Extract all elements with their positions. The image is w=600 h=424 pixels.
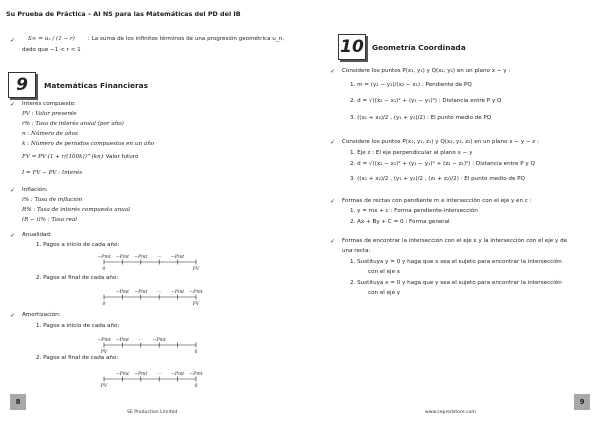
intersections-item-cont: con el eje y [368, 290, 401, 296]
intersections-intro: Formas de encontrar la intersección con el eje x y la intersección con el eje y de [342, 238, 568, 244]
intersections-item: 2. Sustituya x = 0 y haga que y sea el sujeto para encontrar la intersección [350, 280, 562, 286]
annuity-title: Anualidad: [22, 232, 52, 238]
points3d-intro: Considere los puntos P(x₁, y₁, z₁) y Q(x₂, y₂, z₂) en un plano x − y − z : [342, 139, 539, 145]
timeline-label: 0 [194, 350, 198, 355]
timeline-label: −Pmt [97, 338, 111, 343]
points3d-item: 3. ((x₁ + x₂)/2 , (y₁ + y₂)/2 , (z₁ + z₂)/2) : El punto medio de PQ [350, 176, 525, 182]
points2d-item: 2. d = √((x₂ − x₁)² + (y₂ − y₁)²) : Distancia entre P y Q [350, 98, 502, 104]
interest-formula: I = FV − PV : Interés [22, 170, 83, 176]
intersections-item-cont: con el eje x [368, 269, 401, 275]
timeline-label: −Pmt [152, 338, 166, 343]
footer-text: www.seprodstore.com [425, 410, 476, 415]
sum-condition: dado que −1 < r < 1 [22, 47, 81, 53]
timeline-label: −Pmt [171, 290, 185, 295]
check-icon: ✓ [10, 187, 16, 194]
timeline-label: 0 [102, 302, 106, 307]
timeline-label: PV [100, 350, 108, 355]
intersections-intro: una recta: [342, 248, 371, 254]
check-icon: ✓ [10, 101, 16, 108]
compound-item: PV : Valor presente [22, 111, 77, 117]
lines-intro: Formas de rectas con pendiente m e intersección con el eje y en c : [342, 198, 532, 204]
points2d-item: 1. m = (y₂ − y₁)/(x₂ − x₁) : Pendiente de PQ [350, 82, 472, 88]
timeline-label: −Pmt [115, 290, 129, 295]
inflation-item: R% : Tasa de interés compuesta anual [22, 207, 131, 213]
points3d-item: 2. d = √((x₂ − x₁)² + (y₂ − y₁)² + (z₂ − z₁)²) : Distancia entre P y Q [350, 161, 535, 167]
timeline-label: ··· [138, 338, 143, 343]
section-number-badge: 10 [338, 34, 366, 60]
check-icon: ✓ [330, 198, 336, 205]
lines-item: 2. Ax + By + C = 0 : Forma general [350, 219, 450, 225]
check-icon: ✓ [330, 238, 336, 245]
check-icon: ✓ [10, 312, 16, 319]
timeline-label: ··· [157, 255, 162, 260]
compound-item: r% : Tasa de interés anual (por año) [22, 121, 124, 127]
amortization-item: 2. Pagos al final de cada año: [36, 355, 119, 361]
points3d-item: 1. Eje z : El eje perpendicular al plano x − y [350, 150, 473, 156]
right-page [300, 0, 600, 424]
timeline-label: −Pmt [134, 290, 148, 295]
timeline-label: −Pmt [115, 255, 129, 260]
timeline-label: FV [192, 302, 200, 307]
timeline-label: 0 [102, 267, 106, 272]
points2d-item: 3. ((x₁ + x₂)/2 , (y₁ + y₂)/2) : El punto medio de PQ [350, 115, 492, 121]
page-number: 9 [574, 394, 590, 410]
intersections-item: 1. Sustituya y = 0 y haga que x sea el sujeto para encontrar la intersección [350, 259, 562, 265]
timeline-label: −Pmt [134, 372, 148, 377]
annuity-item: 2. Pagos al final de cada año: [36, 275, 119, 281]
sum-text: : La suma de los infinitos términos de una progresión geométrica u_n, [88, 36, 284, 42]
timeline-label: PV [100, 384, 108, 389]
check-icon: ✓ [330, 68, 336, 75]
page-header: Su Prueba de Práctica – AI NS para las Matemáticas del PD del IB [6, 10, 241, 18]
section-title: Matemáticas Financieras [44, 81, 149, 90]
timeline-label: −Pmt [115, 338, 129, 343]
check-icon: ✓ [10, 37, 16, 44]
timeline-label: −Pmt [189, 290, 203, 295]
page-number: 8 [10, 394, 26, 410]
compound-title: Interés compuesto: [22, 101, 77, 107]
check-icon: ✓ [330, 139, 336, 146]
timeline-label: FV [192, 267, 200, 272]
timeline-label: ··· [157, 290, 162, 295]
inflation-item: i% : Tasa de inflación [22, 197, 83, 203]
timeline-label: −Pmt [189, 372, 203, 377]
inflation-title: Inflación: [22, 187, 48, 193]
section-number-badge: 9 [8, 72, 36, 98]
timeline-label: 0 [194, 384, 198, 389]
sum-formula: S∞ = u₁ / (1 − r) [28, 36, 75, 42]
amortization-item: 1. Pagos a inicio de cada año: [36, 323, 120, 329]
fv-text: : Valor futuro [102, 154, 139, 160]
annuity-item: 1. Pagos a inicio de cada año: [36, 242, 120, 248]
points2d-intro: Considere los puntos P(x₁, y₁) y Q(x₂, y₂) en un plano x − y : [342, 68, 511, 74]
inflation-item: (R − i)% : Tasa real [22, 217, 78, 223]
amortization-title: Amortización: [22, 312, 61, 318]
fv-formula: FV = PV (1 + r/(100k))^(kn) [22, 154, 103, 160]
timeline-label: −Pmt [171, 255, 185, 260]
compound-item: n : Número de años [22, 131, 78, 137]
timeline-label: −Pmt [97, 255, 111, 260]
compound-item: k : Número de períodos compuestos en un año [22, 141, 155, 147]
lines-item: 1. y = mx + c : Forma pendiente-intersección [350, 208, 478, 214]
timeline-label: −Pmt [115, 372, 129, 377]
timeline-label: −Pmt [171, 372, 185, 377]
timeline-label: ··· [157, 372, 162, 377]
check-icon: ✓ [10, 232, 16, 239]
timeline-label: −Pmt [134, 255, 148, 260]
section-title: Geometría Coordinada [372, 43, 466, 52]
footer-text: SE Production Limited [127, 410, 178, 415]
